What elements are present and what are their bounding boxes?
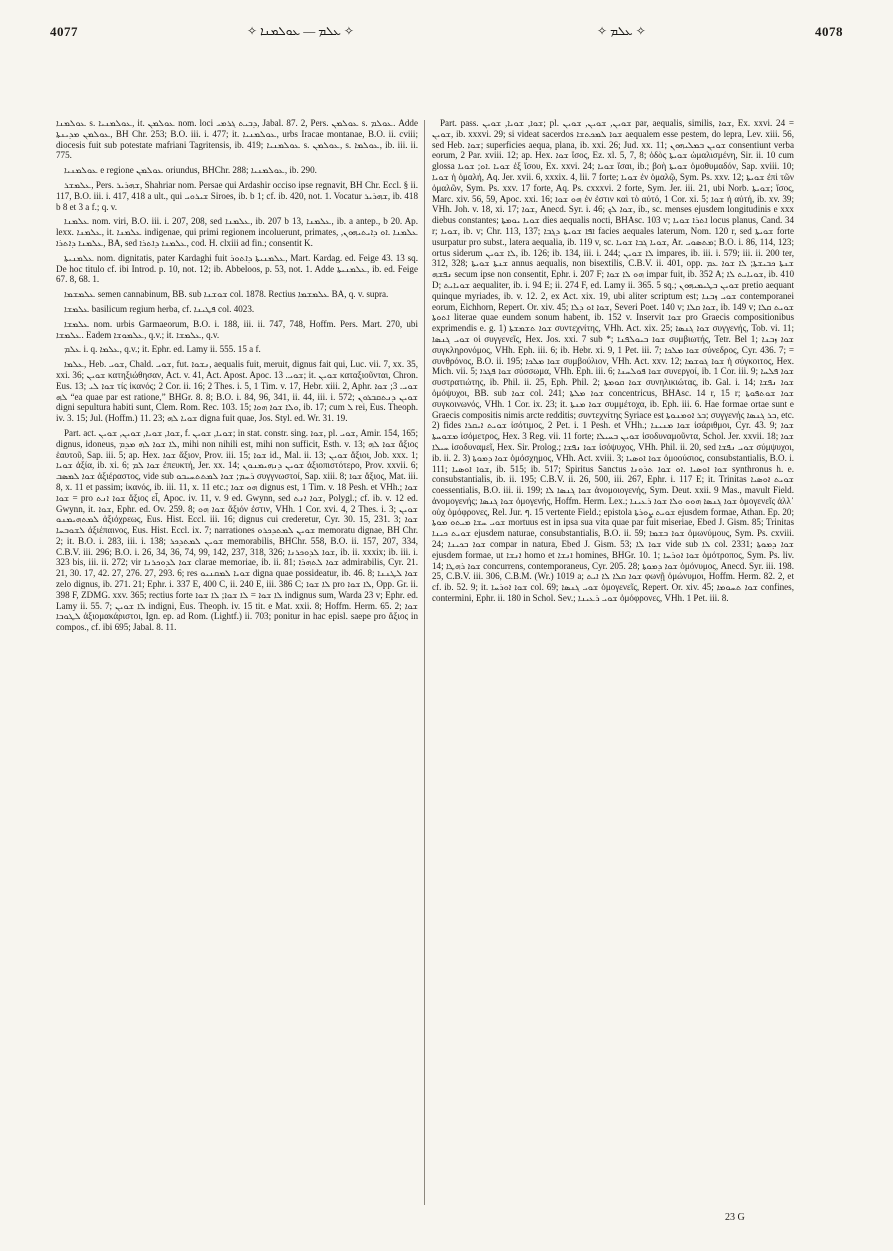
signature-mark: 23 G <box>725 1212 745 1223</box>
column-divider <box>424 120 425 1205</box>
page-header <box>42 14 851 44</box>
entry: ܥܘܠܡܢܐ s. ܥܘܠܡܢܝܐ, it. ܥܘܠܡܢ nom. loci ܕܒܝܬ ܓܪܡܝ, Jabal. 87. 2, Pers. ܥܘܠܡܢ s. ܥܘܠܡ. Adde ܥܘܠܡܢ ܡܕܝܢܬܐ, BH Chr. 253; B.O. iii. i. 477; it. ܥܘܠܡܢܝܐ, urbs Iracae montanae, B.O. ii. cviii; diocesis fuit sub potestate mafriani Tagritensis, ib. 419; ܥܘܠܡܢܝܐ s. ܥܘܠܡܢ, s. ܥܘܠܡܐ, ib. iii. ii. 775. <box>56 118 418 161</box>
entry: ܥܠܡܢܝܬܐ nom. dignitatis, pater Kardaghi fuit ܥܠܡܢܝܬܐ ܕܐܬܘܪ, Mart. Kardag. ed. Feige 43. 13 sq. De hoc titulo cf. ibi Introd. p. 10, not. 12; ib. Abbeloos, p. 53, not. 1. Adde ܥܠܡܢܝܬܐ, ib. ed. Feige 67. 8, 68. 1. <box>56 252 418 285</box>
running-head-left: ✧ ܥܠܡ — ܥܘܠܡܢܐ ✧ <box>247 24 354 38</box>
entry: ܥܠܡܢܐ nom. viri, B.O. iii. i. 207, 208, sed ܥܠܡܢܐ, ib. 207 b 13, ܥܠܡܢܐ, ib. a antep., b 20. Ap. lexx. ܥܠܡܢܐ, it. ܥܠܡܢܐ indigenae, qui primi regionem incoluerunt, primates, ܥܠܡܢܐ .ܐܘ ܕܐܝܬܝܗܘܢ, ܥܠܡܢܐ ܕܐܬܪܐ, BA, sed ܥܠܡܢܐ ܕܐܬܪܐ, cod. H. clxiii ad fin.; consentit K. <box>56 216 418 248</box>
entry: ܥܘܠܡܢܝܐ e regione ܥܘܠܡܢ oriundus, BHChr. 288; ܥܘܠܡܢܝܐ, ib. 290. <box>64 165 317 176</box>
page-number-left: 4077 <box>50 24 78 39</box>
entry: ܥܠܡ i. q. ܥܠܡܐ, q.v.; it. Ephr. ed. Lamy ii. 555. 15 a f. <box>64 344 261 355</box>
entry: ܥܠܡܫܪ, Pers. ܫܗܪܝܪ, Shahriar nom. Persae qui Ardashir occiso ipse regnavit, BH Chr. Eccl. § ii. 117, B.O. iii. i. 417, 418 a ult., qui ܫܝܪܘܝ Siroes, ib. b 1; cf. ib. 420, not. 1. Vocatur ܫܗܪܝܪ, ib. 418 b 8 et 3 a f.; q. v. <box>56 179 418 212</box>
entry: ܥܠܡܫܐ basilicum regium herba, cf. ܦܛܝܢܐ col. 4023. <box>64 303 255 314</box>
running-head-right: ✧ ܥܠܡ ✧ <box>597 24 646 38</box>
entry: Part. pass. ܫܘܐ, ܫܘܝܐ, ܫܘܝܢ; pl. ܫܘܝܢ, ܫܘܝܢ, ܫܘܝܢ par, aequalis, similis, ܫܘܐ, Ex. xxvi. 24 = ܫܘܝܢ, ib. xxxvi. 29; si videat sacerdos ܫܘܐ ܠܡܟܬܫܐ aequalem esse pestem, do lepra, Lev. xiii. 56, sed Heb. ܫܘܐ; superficies aequa, plana, ib. xxi. 26; Jud. xx. 11; ܫܘܝܢ ܒܡܠܝܗܘܢ consentiunt verba eorum, 2 Par. xviii. 12; ap. Hex. ܫܘܐ ἴσος, Ez. xl. 5, 7, 8; ὁδὸς ܫܘܝܬܐ ὡμαλισμένη, Sir. ii. 10 cum glossa ܫܘܝܐ .ܐܘ; ܫܘܝܐ ἐξ ἴσου, Ex. xxvi. 24; ܫܘܝܐ ἴσαι, ib.; βοὴ ܫܘܝܬܐ ὁμοθυμαδόν, Sap. xviii. 10; ܫܘܝܐ ἡ ὁμαλή, Aq. Jer. xvii. 6, xxxix. 4, lii. 7 forte; ܫܘܝܐ ἐν ὁμαλῷ, Sym. Ps. xxv. 12; ܫܘܝܬܐ ἐπὶ τῶν ὁμαλῶν, Sym. Ps. xxv. 17 forte, Aq. Ps. cxxxvi. 2 forte, Sym. Jer. iii. 21, ubi Norb. ܫܘܝܬܐ; ἴσος, Marc. xiv. 56, 59, Apoc. xxi. 16; ܗܘ ܫܘܐ ἐν ἐστιν καὶ τὸ αὐτό, 1 Cor. xi. 5; ܫܘܐ ἡ αὐτή, ib. xv. 39; VHh. Joh. v. 18, xi. 17; ܫܘܐ, Anecd. Syr. i. 46; ܫܘܐ ܠܟ, ib., sc. menses ejusdem longitudinis e xxx diebus constantes; ܫܘܝܐ ܝܘܡܬܐ dies aequalis nocti, BHAsc. 103 v; ܐܬܪܐ ܫܘܝܐ locus planus, Cand. 34 r; ܫܘܝܐ, ib. v; Chr. 113, 137; ܐܦܐ ܫܘܝܬܐ ܕܓܒܐ facies aequales laterum, Nom. 120 r, sed ܫܘܝܬܐ forte usurpatur pro subst., latera aequalia, ib. 119 v, sc. ܫܘܝܐ ܓܒܐ ܫܘܝܐ, Ar. ܡܬܣܘܝ; B.O. i. 86, 114, 123; ortus siderum ܠܐ ܫܘܝܢ, ib. 126; ib. 134, iii. i. 244; ܠܐ ܫܘܝܢ impares, ib. iii. i. 579; iii. ii. 200 ter, 312, 328; ܫܢܬܐ ܫܘܝܬܐ annus aequalis, non bisextilis, C.B.V. ii. 401, opp. ܫܢܬܐ ܟܒܝܫܬܐ; ܠܐ ܫܘܐ ܥܡ ܢܦܫܗ secum ipse non consentit, Ephr. i. 207 F; ܗܘ ܠܐ ܫܘܐ impar fuit, ib. 352 A; ܫܘܝܐܝܬ ܠܐ, ib. 410 D; ܫܘܝܐܝܬ aequaliter, ib. i. 94 E; ii. 274 F, ed. Lamy ii. 365. 5 sq.; ܫܘܝܢ ܒܛܝܡܝܗܘܢ pretio aequant quinque myriades, ib. v. 12. 2, ex Act. xix. 19, ubi aliter scriptum est; ܫܘܝ ܙܒܢܐ contemporanei eorum, Eichhorn, Repert. Or. xiv. 45; ܫܘܐ ܐܘ ܕܠܐ, Severi Poet. 140 v; ܫܘܐ ܩܠܐ, ib. 149 v; ܫܘܝܬ ܩܠܐ ܐܬܘܬܐ literae quae eundem sonum habent, ib. 152 v. Inservit ܫܘܐ pro Graecis compositionibus exprimendis e. g. 1) ܫܘܐ ܬܫܡܫܬܐ συντεχνίτης, VHh. Act. xix. 25; ܫܘܐ ܓܢܣܐ συγγενής, Tob. vi. 11; ܫܘܝ ܓܢܣܐ οἱ συγγενεῖς, Hex. Jos. xxi. 7 sub *; ܫܘܐ ܒܝܘܠܦܢܐ συμβιωτής, Tetr. Bel 1; ܫܘܐ ܙܒܢܐ συγκληρονόμος, VHh. Eph. iii. 6; ib. Hebr. xi. 9, 1 Pet. iii. 7; ܫܘܐ ܡܠܟܐ σύνεδρος, Cyr. 436. 7; = συνθρόνος, B.O. ii. 195; ܫܘܐ ܡܠܟܐ συμβούλιον, VHh. Act. xxv. 12; ܫܘܐ ܓܘܫܡܐ ἡ σύγκοιτος, Hex. Mich. vii. 5; ܫܘܐ ܦܓܪܐ σύσσωμα, VHh. Eph. iii. 6; ܫܘܐ ܦܘܠܚܢܐ συνεργοί, ib. 1 Cor. iii. 9; ܫܘܐ ܦܠܚܐ συστρατιώτης, ib. Phil. ii. 25, Eph. Phil. 2; ܫܘܐ ܩܘܡܬܐ συνηλικιώτας, ib. Gal. i. 14; ܫܘܐ ܢܦܫܐ ὁμόψυχοι, BB. sub ܫܘܐ col. 241; ܫܘܐ ܡܠܬܐ concentricus, BHAsc. 14 r, 15 r; ܫܘܐ ܫܘܬܦܘܬܐ συγκοινωνός, VHh. 1 Cor. ix. 23; it. ܫܘܐ ܡܢܬܐ συμμέτοχα, ib. Eph. iii. 6. Hae formae ortae sunt e Graecis compositis nimis arcte redditis; συντεχνίτης Syriace est ܒܪ ܐܘܡܢܘܬܐ; συγγενής ܒܪ ܓܢܣܐ, etc. 2) fides ܫܘܝܬ ܐܝܩܪܐ ἰσότιμος, 2 Pet. i. 1 Pesh. et VHh.; ܫܘܐ ܡܢܝܢܐ ἰσάριθμοι, Cyr. 43. 9; ܫܘܐ ܡܫܘܚܬܐ ἰσόμετρος, Hex. 3 Reg. vii. 11 forte; ܫܘܝܢ ܒܚܝܠܐ ἰσοδυναμοῦντα, Schol. Jer. xxvii. 18; ܫܘܐ ܚܝܠܐ ἰσοδυναμεῖ, Hex. Sir. Prolog.; ܫܘܐ ܢܦܫܐ ἰσόψυχος, VHh. Phil. ii. 20, sed ܫܘܝ ܢܦܫܐ σύμψυχοι, ib. ii. 2. 3) ܫܘܐ ܕܡܘܬܐ ὁμόσχημος, VHh. Act. xviii. 3; ܫܘܐ ܐܘܣܝܐ ὁμοούσιος, consubstantialis, B.O. i. 111; ܫܘܐ ܐܘܣܝܐ, ib. 515; ib. 517; Spiritus Sanctus ܫܘܐ ܐܘܣܝܐ .ܐܘ ܫܘܐ ܬܪܘܢܐ synthronus h. e. consubstantialis, ib. ii. 195; C.B.V. ii. 26, 500, iii. 267, Ephr. i. 117 E; it. Trinitas ܫܘܝܬ ܐܘܣܝܐ coessentialis, B.O. iii. ii. 199; ܫܘܐ ܓܢܣܐ ܠܐ ἀνομοιογενής, Sym. Deut. xxii. 9 Mas., mavult Field. ἀνομογενής; ܫܘܐ ܓܢܣܐ ὁμογενής, Hoffm. Herm. Lex.; ܫܘܐ ܓܢܣܐ ܗܘܘ ܘܠܐ ܫܘܐ ܪܥܝܢܐ ὁμογενεῖς ἀλλ᾽ οὐχ ὁμόφρονες, Rel. Jur. ๆ. 15 vertente Field.; epistola ܫܘܝܬ ܨܘܪܬܐ ejusdem formae, Athan. Ep. 20; ܫܘܝ ܚܫܐ ܡܝܬܘ ܡܘܬܐ mortuus est in ipsa sua vita quae par fuit miseriae, Ebed J. Gism. 85; Trinitas ܫܘܝܬ ܟܝܢܐ ejusdem naturae, consubstantialis, B.O. ii. 59; ܫܘܐ ܒܫܡܐ ὁμωνύμους, Sym. Ps. cxviii. 24; ܫܘܐ ܒܟܝܢܐ compar in natura, Ebed J. Gism. 53; ܫܘܐ ܠܐ vide sub ܠܐ col. 2331; ܫܘܐ ܕܡܘܬܐ ejusdem formae, ut ܐܢܫܐ homo et ܐܢܫܐ homines, BHGr. 10. 1; ܫܘܐ ܐܘܪܚܐ ὁμότροπος, Sym. Ps. liv. 14; ܫܘܐ ܪܗܛܐ concurrens, contemporaneus, Cyr. 205. 28; ܫܘܐ ܕܡܘܬܐ ὁμόνυμος, Anecd. Syr. iii. 198. 25, C.B.V. iii. 306, C.B.M. (Wr.) 1019 a; ܫܘܐ ܩܠܐ ܠܐ ܐܝܬ φωνῇ ὁμώνυμοι, Hoffm. Herm. 82. 2, et cf. ib. 52. 9; it. ܫܘܐ ܐܘܪܚܐ col. 69; ܫܘܝ ܓܢܣܐ ὁμογενεῖς, Repert. Or. xiv. 45; ܫܘܐ ܬܚܘܡܐ confines, contermini, Ephr. ii. 180 in Schol. Sev.; ܫܘܝ ܪܥܝܢܐ ὁμόφρονες, VHh. 1 Pet. iii. 8. <box>432 118 794 604</box>
right-column <box>432 118 794 1238</box>
entry: ܥܠܡܐ, Heb. ܫܘܝ, Chald. ܫܘܝ, fut. ܢܫܘܐ, aequalis fuit, meruit, dignus fait qui, Luc. vii. 7, xx. 35, xxi. 36; ܫܘܝܢ κατηξιώθησαν, Act. v. 41, Act. Apost. Apoc. ܫܘܝ. 13; it. ܫܘܝܢ καταξιοῦνται, Chron. Eus. 13; ܫܘܐ ܠܝ τίς ἱκανός; 2 Cor. ii. 16; 2 Thes. i. 5, 1 Tim. v. 17, Hebr. xiii. 2, Aphr. ܫܘܝ. 3; ܫܘܐ ܠܗ “ea quae par est ratione,” BHGr. 8. 8; B.O. i. 84, 96, 341, ii. 44, iii. i. 572; ܫܘܝܢ ܕܢܬܩܒܪܘܢ digni sepultura habiti sunt, Clem. Rom. Rec. 103. 15; ܘܠܐ ܫܘܐ ܗܘܐ, ib. 17; cum ܠ rei, Eus. Theoph. iv. 3. 15; Jul. (Hoffm.) 11. 23; ܫܘܝܐ ܠܗ digna fuit quae, Jos. Styl. ed. Wr. 31. 19. <box>56 359 418 424</box>
entry: ܥܠܡܫܐ nom. urbis Garmaeorum, B.O. i. 188, iii. ii. 747, 748, Hoffm. Pers. Mart. 270, ubi ܥܠܡܫܐ. Eadem ܥܠܡܘܫܐ, q.v.; it. ܥܠܡܫܐ, q.v. <box>56 318 418 340</box>
page-number-right: 4078 <box>815 24 843 39</box>
left-column <box>56 118 418 1238</box>
entry: ܥܠܡܫܡܐ semen cannabinum, BB. sub ܫܘܫܢܐ col. 1878. Rectius ܥܠܡܫܡܐ BA, q. v. supra. <box>64 289 389 300</box>
entry: Part. act. ܫܘܐ, ܫܘܝܐ, ܫܘܝܢ, ܫܘܝܢ, f. ܫܘܝܐ, ܫܘܝܢ; in stat. constr. sing. ܫܘܐ, pl. ܫܘܝ, Amir. 154, 165; dignus, idoneus, ܠܐ ܫܘܐ ܠܗ ܡܕܡ, mihi non nihili est, mihi non sufficit, Esth. v. 13; ܫܘܐ ܠܗ ἄξιος ἑαυτοῦ, Sap. iii. 5; ap. Hex. ܫܘܐ ἄξιον, Prov. iii. 15; ܫܘܐ id., Mal. ii. 13; ܫܘܝܢ ἄξιοι, Job. xxx. 1; ܫܘܝܐ ἀξία, ib. xi. 6; ܫܘܐ ܠܡ ἐπευκτή, Jer. xx. 14; ܫܘܝܢ ܕܢܗܝܡܢܘܢ ἀξιοπιστότερο, Prov. xxvii. 6; ܫܘܐ ܠܡܣܒ ἀξιέραστος, vide sub ܪܚܡ; ܫܘܐ ܠܡܬܬܚܝܒܘ συγγνωστοί, Sap. xiii. 8; ܫܘܐ ἄξιος, Mat. iii. 8, x. 11 et passim; ἱκανός, ib. iii. 11, x. 11 etc.; ܗܘ ܫܘܐ dignus est, 1 Tim. v. 18 Pesh. et VHh.; ܫܘܐ = ܫܘܐ pro ܫܘܐ ܐܢܬ ἄξιος εἶ, Apoc. iv. 11, v. 9 ed. Gwynn, sed ܫܘܐ ܐܢܬ, Polygl.; cf. ib. v. 12 ed. Gwynn, it. ܫܘܐ, Ephr. ed. Ov. 259. 8; ܫܘܐ ܗܘ ἄξιόν ἐστιν, VHh. 1 Cor. xvi. 4, 2 Thes. i. 3; ܫܘܝܢ ܠܡܬܗܝܡܢܘ ἀξιόχρεως, Eus. Hist. Eccl. iii. 16; dignus cui crederetur, Cyr. 30. 15, 231. 3; ܫܘܐ ܠܫܘܒܚܐ ἀξιέπαινος, Eus. Hist. Eccl. ix. 7; narrationes ܫܘܝܢ ܠܡܬܕܟܪܘ memoratu dignae, BH Chr. 2; it. B.O. i. 283, iii. i. 138; ܫܘܝܢ ܠܡܬܕܟܪ memorabilis, BHChr. 558, B.O. ii. 157, 207, 334, C.B.V. iii. 296; B.O. i. 26, 34, 36, 74, 99, 142, 237, 318, 326; ܫܘܐ ܠܕܘܟܪܢܐ, ib. ii. xxxix; ib. iii. i. 323 bis, iii. ii. 272; vir ܫܘܐ ܠܕܘܟܪܢܐ clarae memoriae, ib. ii. 81; ܫܘܐ ܠܬܗܪܐ admirabilis, Cyr. 21. 21, 30. 17, 42. 27, 276. 27, 293. 6; res ܫܘܝܐ ܠܡܩܢܝܘ digna quae possideatur, ib. 46. 8; ܫܘܐ ܠܛܢܢܐ zelo dignus, ib. 271. 21; Ephr. i. 337 E, 400 C, ii. 240 E, iii. 386 C; ܠܐ ܫܘܐ pro ܠܐ ܫܘܐ, Opp. Gr. ii. 398 F, ZDMG. xxv. 365; rectius forte ܠܐ ܫܘܐ = ܠܐ ܫܘܐ; ܠܐ ܫܘܐ indignus sum, Warda 23 v; Ephr. ed. Lamy ii. 55. 7; ܠܐ ܫܘܝܢ indigni, Eus. Theoph. iv. 15 tit. e Mat. xxii. 8; Hoffm. Herm. 65. 2; ܫܘܐ ܠܛܘܒܐ ἀξιομακάριστοι, Ign. ep. ad Rom. (Lightf.) ii. 703; ponitur in hac episl. saepe pro ἄξιος in compos., cf. ibi 695; Jabal. 8. 11. <box>56 427 418 633</box>
